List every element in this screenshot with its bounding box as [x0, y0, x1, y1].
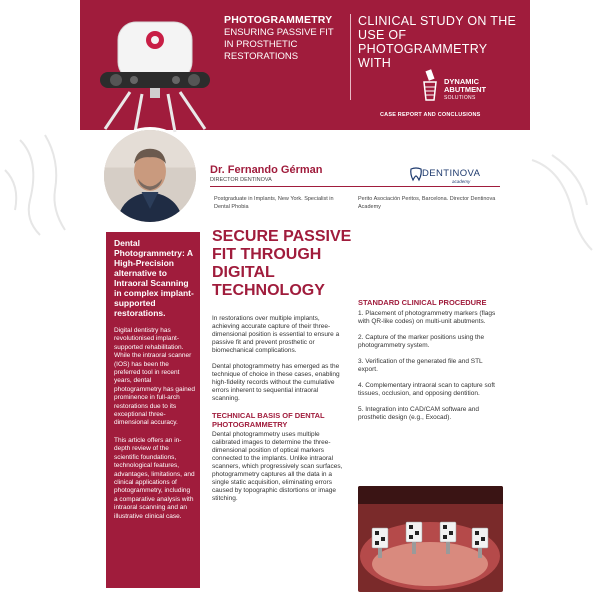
author-credential-right: Perito Asociación Peritos, Barcelona. Director Dentinova Academy [358, 196, 496, 210]
header-photogrammetry-title: PHOTOGRAMMETRY [224, 14, 333, 26]
author-credential-left: Postgraduate in Implants, New York. Specialist in Dental Phobia [214, 196, 334, 210]
sidebar-paragraph-2: This article offers an in-depth review of the scientific foundations, technological features, advantages, limitations, and clinical applications of photogrammetry, including a comparative analysis with intraoral scanning and an illustrative clinical case. [114, 436, 195, 520]
article-title: SECURE PASSIVE FIT THROUGH DIGITAL TECHNOLOGY [212, 228, 352, 299]
author-divider [210, 186, 500, 187]
photogrammetry-device-image [90, 4, 220, 134]
procedure-step: 4. Complementary intraoral scan to capture soft tissues, occlusion, and opposing dentition. [358, 382, 495, 397]
procedure-step: 5. Integration into CAD/CAM software and prosthetic design (e.g., Exocad). [358, 406, 480, 421]
author-role: DIRECTOR DENTINOVA [210, 177, 272, 183]
procedure-step: 2. Capture of the marker positions using the photogrammetry system. [358, 334, 485, 349]
header-divider [350, 14, 351, 100]
author-photo [101, 127, 199, 225]
abutment-line-3: SOLUTIONS [444, 95, 476, 101]
procedure-heading: STANDARD CLINICAL PROCEDURE [358, 298, 487, 307]
header-left-block [224, 14, 344, 63]
procedure-column [358, 298, 503, 430]
sidebar-paragraph-1: Digital dentistry has revolutionised implant-supported rehabilitation. While the intraoral scanner (IOS) has been the preferred tool in recent years, dental photogrammetry has gained prominence in full-arch restorations due to its exceptional three-dimensional accuracy. [114, 327, 195, 427]
dentinova-logo-sub: academy [452, 179, 471, 184]
header-subtitle: ENSURING PASSIVE FIT IN PROSTHETIC RESTORATIONS [224, 27, 334, 62]
header-study-title: CLINICAL STUDY ON THE USE OF PHOTOGRAMMETRY WITH [358, 14, 517, 70]
intro-sidebar [106, 232, 200, 588]
dentinova-logo-text: DENTINOVA [422, 168, 481, 179]
procedure-step: 1. Placement of photogrammetry markers (flags with QR-like codes) on multi-unit abutments. [358, 310, 496, 325]
main-paragraph-1: In restorations over multiple implants, achieving accurate capture of their three-dimensional position is essential to ensure a passive fit and prevent prosthetic or biomechanical complications. [212, 315, 340, 354]
abutment-line-2: ABUTMENT [444, 85, 487, 94]
decorative-tooth-lines-right [512, 150, 600, 260]
main-paragraph-3: Dental photogrammetry uses multiple calibrated images to determine the three-dimensional position of optical markers connected to the implants. Unlike intraoral scanners, which progressively scan surfaces, photogrammetry captures all the data in a single static acquisition, eliminating errors caused by topographic distortions or image stitching. [212, 431, 343, 502]
main-paragraph-2: Dental photogrammetry has emerged as the technique of choice in these cases, enabling high-fidelity records without the cumulative errors inherent to sequential intraoral scanning. [212, 363, 340, 402]
clinical-photo [358, 486, 503, 592]
procedure-step: 3. Verification of the generated file and STL export. [358, 358, 483, 373]
sidebar-heading: Dental Photogrammetry: A High-Precision alternative to Intraoral Scanning in complex implant-supported restorations. [114, 238, 194, 318]
tech-basis-heading: TECHNICAL BASIS OF DENTAL PHOTOGRAMMETRY [212, 411, 325, 429]
main-column [212, 315, 344, 511]
decorative-tooth-lines [0, 130, 100, 240]
abutment-logo-icon [418, 68, 442, 102]
case-report-label: CASE REPORT AND CONCLUSIONS [380, 112, 481, 118]
abutment-line-1: DYNAMIC [444, 77, 479, 86]
author-name: Dr. Fernando Gérman [210, 164, 323, 176]
abutment-logo-text [444, 78, 486, 102]
